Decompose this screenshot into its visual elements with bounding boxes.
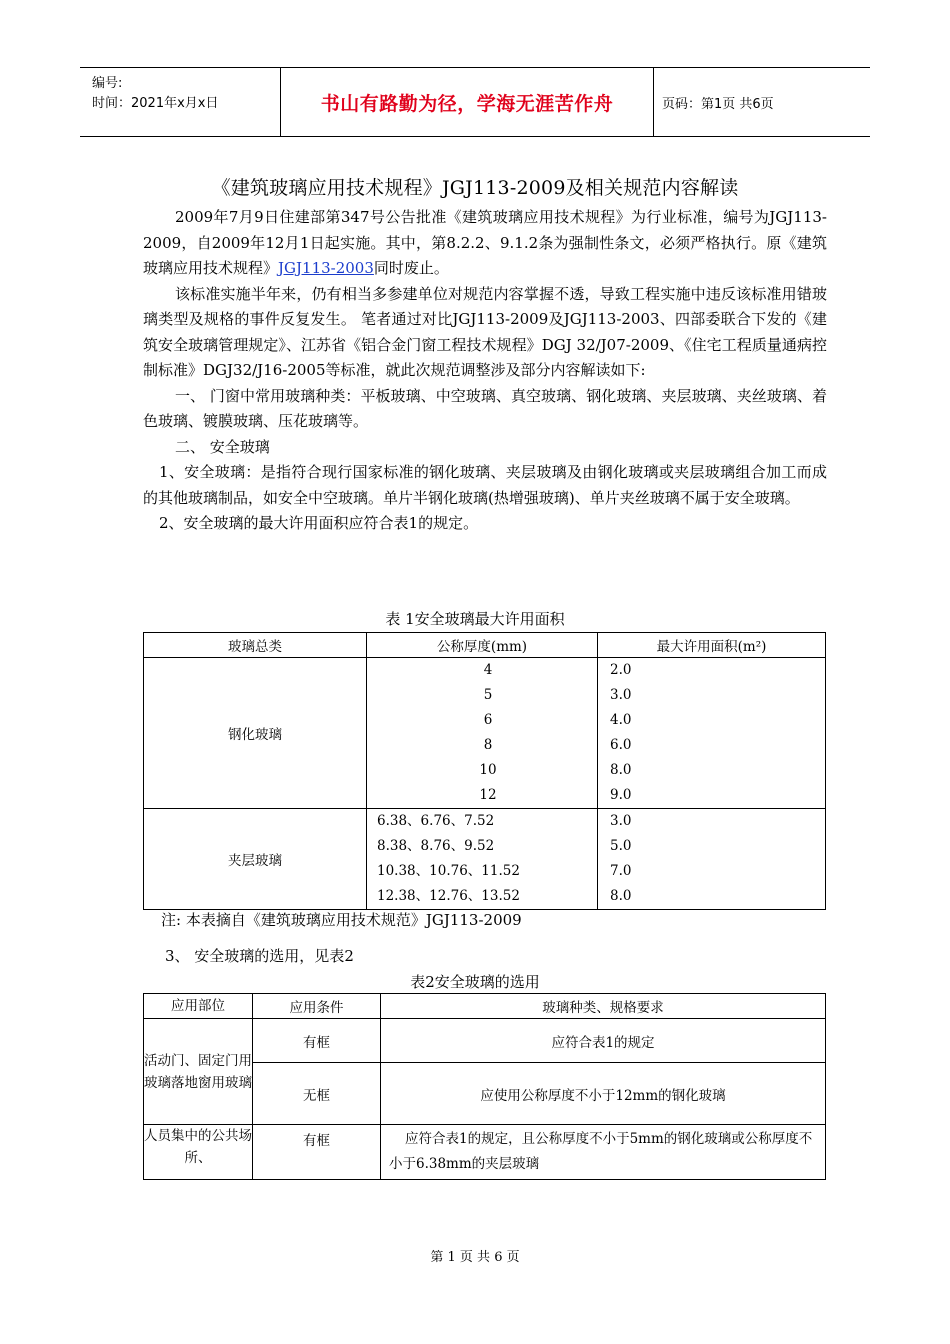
table-max-area [143, 632, 826, 910]
table2-req-public-text: 应符合表1的规定，且公称厚度不小于5mm的钢化玻璃或公称厚度不小于6.38mm的夹层玻璃 [389, 1131, 813, 1172]
table1-header-area: 最大许用面积(m²) [598, 633, 826, 658]
section-3-heading: 3、 安全玻璃的选用，见表2 [165, 947, 354, 965]
table2-cond-frameless: 无框 [253, 1063, 381, 1125]
page-footer: 第 1 页 共 6 页 [430, 1250, 520, 1265]
table1-row-tempered [144, 658, 826, 809]
table-cell: 4 [483, 662, 493, 678]
table2-header-row [144, 994, 826, 1019]
table-cell: 8.38、8.76、9.52 [377, 838, 495, 854]
table2-req-public [381, 1125, 826, 1180]
table1-area-laminated [598, 809, 826, 910]
table2-req-framed: 应符合表1的规定 [381, 1019, 826, 1063]
table2-cond-framed: 有框 [253, 1019, 381, 1063]
paragraph-intro-tail: 同时废止。 [373, 259, 449, 277]
table2-header-part: 应用部位 [144, 994, 253, 1019]
table1-thickness-laminated [367, 809, 598, 910]
header-meta [80, 68, 280, 136]
table-cell: 7.0 [610, 863, 632, 879]
table-cell: 12 [479, 787, 497, 803]
standard-link[interactable]: JGJ113-2003 [278, 259, 374, 277]
table-cell: 10 [479, 762, 497, 778]
table-cell: 8.0 [610, 888, 632, 904]
paragraph-max-area: 2、安全玻璃的最大许用面积应符合表1的规定。 [159, 514, 479, 532]
table1-category-tempered: 钢化玻璃 [144, 658, 367, 809]
table2-part-public: 人员集中的公共场所、 [144, 1125, 253, 1180]
table1-area-tempered [598, 658, 826, 809]
table1-thickness-tempered [367, 658, 598, 809]
table-safety-glass-selection [143, 993, 826, 1180]
table2-header-condition: 应用条件 [253, 994, 381, 1019]
code-label: 编号: [92, 76, 123, 91]
table-cell: 6 [483, 712, 493, 728]
paragraph-context: 该标准实施半年来，仍有相当多参建单位对规范内容掌握不透，导致工程实施中违反该标准用错玻璃类型及规格的事件反复发生。 笔者通过对比JGJ113-2009及JGJ113-2003、四部委联合下发的《建筑安全玻璃管理规定》、江苏省《铝合金门窗工程技术规程》DGJ 32/J07-2009、《住宅工程质量通病控制标准》DGJ32/J16-2005等标准，就此次规范调整涉及部分内容解读如下: [143, 284, 827, 379]
page-header [80, 67, 870, 137]
table2-header-requirement: 玻璃种类、规格要求 [381, 994, 826, 1019]
table1-header-row [144, 633, 826, 658]
table1-row-laminated [144, 809, 826, 910]
paragraph-glass-types: 一、 门窗中常用玻璃种类：平板玻璃、中空玻璃、真空玻璃、钢化玻璃、夹层玻璃、夹丝玻璃、着色玻璃、镀膜玻璃、压花玻璃等。 [143, 386, 827, 430]
table-row [144, 1019, 826, 1063]
heading-safety-glass: 二、 安全玻璃 [175, 437, 270, 456]
header-page-label: 页码：第1页 共6页 [662, 96, 774, 112]
table1-caption: 表 1安全玻璃最大许用面积 [385, 610, 565, 628]
paragraph-safety-definition: 1、安全玻璃：是指符合现行国家标准的钢化玻璃、夹层玻璃及由钢化玻璃或夹层玻璃组合加工而成的其他玻璃制品，如安全中空玻璃。单片半钢化玻璃(热增强玻璃)、单片夹丝玻璃不属于安全玻璃。 [143, 463, 827, 507]
paragraph-intro-text: 2009年7月9日住建部第347号公告批准《建筑玻璃应用技术规程》为行业标准，编号为JGJ113-2009，自2009年12月1日起实施。其中，第8.2.2、9.1.2条为强制性条文，必须严格执行。原《建筑玻璃应用技术规程》 [143, 208, 827, 277]
table2-cond-public: 有框 [253, 1125, 381, 1180]
table-cell: 4.0 [610, 712, 632, 728]
table-cell: 10.38、10.76、11.52 [377, 863, 520, 879]
table-cell: 5.0 [610, 838, 632, 854]
table1-header-thickness: 公称厚度(mm) [367, 633, 598, 658]
table-cell: 12.38、12.76、13.52 [377, 888, 520, 904]
paragraph-intro [143, 205, 827, 282]
table-cell: 6.0 [610, 737, 632, 753]
table-cell: 3.0 [610, 687, 632, 703]
time-label: 时间：2021年x月x日 [92, 96, 219, 111]
header-motto: 书山有路勤为径，学海无涯苦作舟 [280, 68, 654, 136]
table-cell: 5 [483, 687, 493, 703]
table2-caption: 表2安全玻璃的选用 [410, 973, 540, 991]
table-cell: 8 [483, 737, 493, 753]
document-title: 《建筑玻璃应用技术规程》JGJ113-2009及相关规范内容解读 [211, 177, 739, 199]
table-row [144, 1125, 826, 1180]
table2-part-doors: 活动门、固定门用玻璃落地窗用玻璃 [144, 1019, 253, 1125]
document-body [143, 205, 827, 537]
table2-req-frameless: 应使用公称厚度不小于12mm的钢化玻璃 [381, 1063, 826, 1125]
table1-category-laminated: 夹层玻璃 [144, 809, 367, 910]
table1-note: 注: 本表摘自《建筑玻璃应用技术规范》JGJ113-2009 [161, 911, 522, 929]
table-cell: 9.0 [610, 787, 632, 803]
table-cell: 2.0 [610, 662, 632, 678]
table1-header-category: 玻璃总类 [144, 633, 367, 658]
table-cell: 3.0 [610, 813, 632, 829]
table-cell: 6.38、6.76、7.52 [377, 813, 495, 829]
table-cell: 8.0 [610, 762, 632, 778]
